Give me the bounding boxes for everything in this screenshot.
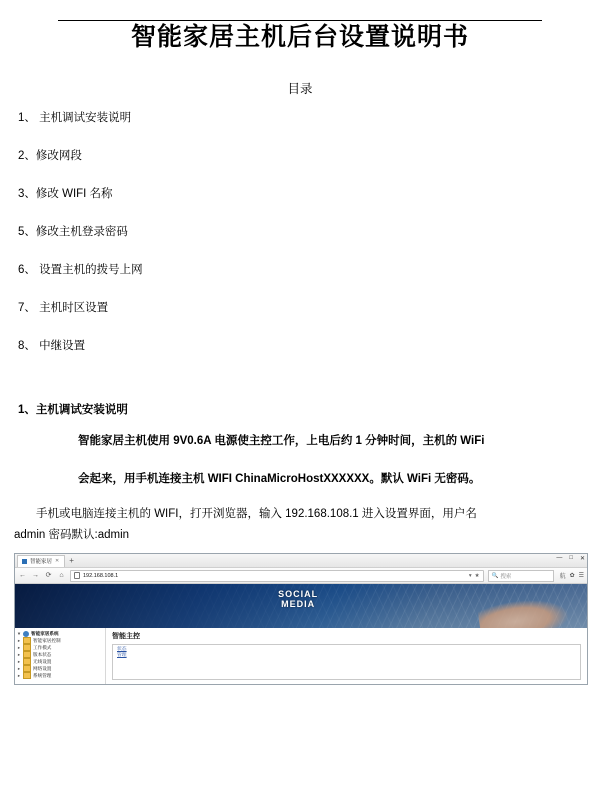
page-banner-image (15, 584, 587, 628)
banner-line-1: SOCIAL (278, 589, 319, 599)
tree-item-root[interactable] (17, 630, 103, 637)
address-bar-actions (469, 573, 480, 579)
tree-item[interactable] (17, 665, 103, 672)
main-panel (112, 644, 581, 680)
toc-heading: 目录 (287, 82, 313, 96)
header-rule (58, 20, 542, 21)
hand-illustration (477, 594, 571, 628)
address-bar-url: 192.168.108.1 (83, 572, 119, 579)
section-heading: 1、主机调试安装说明 (18, 404, 128, 416)
banner-text (278, 589, 318, 610)
tree-item-label: 智能家居控制 (33, 638, 61, 643)
section-paragraph-line: 手机或电脑连接主机的 WIFI，打开浏览器，输入 192.168.108.1 进入设置界面，用户名 (36, 508, 477, 521)
page-body (15, 628, 587, 685)
search-icon: 🔍 (491, 572, 499, 579)
browser-tab[interactable] (17, 555, 65, 567)
favicon-icon (22, 559, 27, 564)
menu-icon[interactable]: ☰ (578, 573, 584, 579)
toc-item: 7、 主机时区设置 (18, 302, 109, 314)
browser-navbar (15, 568, 587, 584)
search-input[interactable] (488, 570, 554, 582)
browser-tab-label: 智能家居 (30, 559, 53, 565)
new-tab-button[interactable]: + (69, 555, 74, 565)
section-paragraph-line: 会起来，用手机连接主机 WIFI ChinaMicroHostXXXXXX。默认 WiFi 无密码。 (78, 473, 481, 486)
航-icon[interactable]: 航 (559, 574, 566, 580)
extension-icon[interactable]: ✿ (569, 573, 575, 579)
chevron-right-icon[interactable]: ▸ (17, 645, 21, 650)
toc-item: 1、 主机调试安装说明 (18, 112, 132, 124)
folder-icon (23, 644, 31, 651)
back-icon[interactable]: ← (19, 572, 26, 579)
chevron-right-icon[interactable]: ▸ (17, 673, 21, 678)
embedded-browser-screenshot (14, 553, 588, 685)
toc-item: 2、修改网段 (18, 150, 82, 162)
close-icon[interactable]: ✕ (55, 558, 60, 564)
forward-icon[interactable]: → (32, 572, 39, 579)
section-paragraph-line: admin 密码默认:admin (14, 529, 130, 542)
tree-item-label: 系统管理 (33, 673, 52, 678)
close-button[interactable]: ✕ (579, 556, 585, 562)
folder-icon (23, 637, 31, 644)
refresh-icon[interactable]: ⟳ (45, 572, 52, 579)
chevron-right-icon[interactable]: ▸ (17, 659, 21, 664)
tree-item-label: 智能家居系统 (31, 631, 59, 636)
tree-item-label: 工作模式 (33, 645, 52, 650)
search-placeholder: 搜索 (500, 573, 512, 580)
window-controls (556, 555, 585, 562)
tree-item[interactable] (17, 637, 103, 644)
tree-item[interactable] (17, 644, 103, 651)
maximize-button[interactable]: □ (569, 555, 573, 561)
address-bar[interactable] (70, 570, 484, 582)
globe-icon (23, 631, 29, 637)
browser-toolbar-right (558, 571, 584, 580)
folder-icon (23, 658, 31, 665)
tree-item-label: 无线设置 (33, 659, 52, 664)
tree-item[interactable] (17, 651, 103, 658)
tree-item-label: 版本状态 (33, 652, 52, 657)
folder-icon (23, 665, 31, 672)
section-paragraph-line: 智能家居主机使用 9V0.6A 电源使主控工作，上电后约 1 分钟时间，主机的 WiFi (78, 435, 485, 447)
toc-item: 6、 设置主机的拨号上网 (18, 264, 143, 276)
toc-item: 8、 中继设置 (18, 340, 86, 352)
navigation-tree (15, 628, 106, 685)
tree-item[interactable] (17, 672, 103, 679)
chevron-right-icon[interactable]: ▸ (17, 652, 21, 657)
chevron-down-icon[interactable]: ▾ (17, 631, 21, 636)
chevron-right-icon[interactable]: ▸ (17, 666, 21, 671)
link-manage[interactable]: 管理 (117, 653, 127, 658)
folder-icon (23, 651, 31, 658)
link-status[interactable]: 状态 (117, 647, 127, 652)
star-icon[interactable]: ★ (474, 572, 480, 579)
toc-item: 5、修改主机登录密码 (18, 226, 128, 238)
chevron-right-icon[interactable]: ▸ (17, 638, 21, 643)
lock-icon (74, 572, 80, 579)
banner-line-2: MEDIA (281, 599, 316, 610)
toc-item: 3、修改 WIFI 名称 (18, 188, 113, 200)
main-heading: 智能主控 (112, 633, 140, 640)
link-list (117, 647, 576, 659)
page-main-content (106, 628, 587, 685)
minimize-button[interactable]: — (556, 555, 563, 561)
toc-list (14, 113, 586, 379)
chevron-down-icon[interactable]: ▾ (468, 572, 472, 579)
document-page (0, 13, 600, 812)
page-title: 智能家居主机后台设置说明书 (130, 24, 469, 51)
tree-item-label: 网络设置 (33, 666, 52, 671)
home-icon[interactable]: ⌂ (59, 572, 64, 579)
folder-icon (23, 672, 31, 679)
browser-titlebar (15, 554, 587, 568)
tree-item[interactable] (17, 658, 103, 665)
